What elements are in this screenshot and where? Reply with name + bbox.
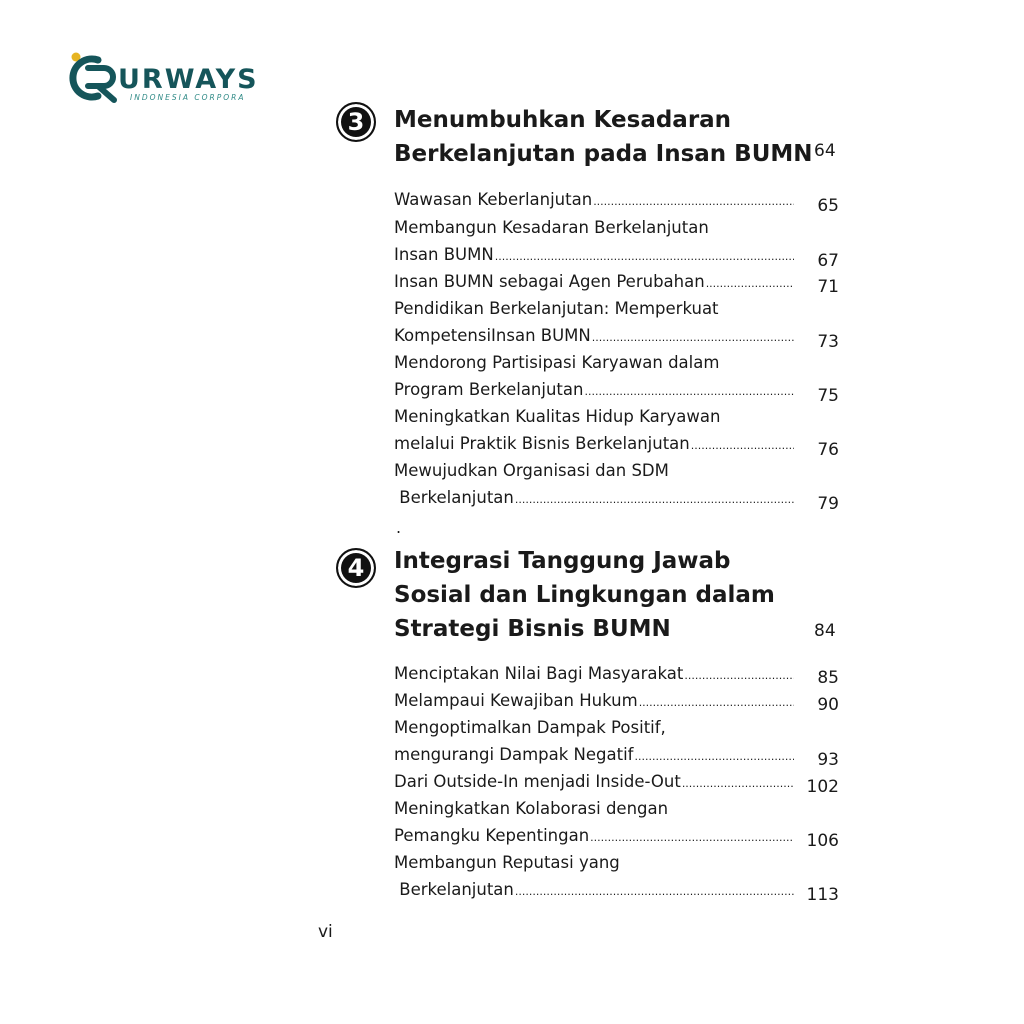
leader-dots [592,326,794,345]
toc-entry[interactable] [394,745,794,764]
leader-dots [515,880,794,899]
leader-dots [639,691,794,710]
toc-entry-title[interactable]: Mewujudkan Organisasi dan SDM [394,461,669,480]
toc-page-number: 75 [817,386,839,406]
logo-subtitle: INDONESIA CORPORA [130,93,246,102]
chapter-title-line: Berkelanjutan pada Insan BUMN [394,141,813,167]
page-folio: vi [318,922,333,942]
toc-page-number: 76 [817,440,839,460]
toc-page-number: 71 [817,277,839,297]
toc-entry[interactable] [394,488,794,507]
toc-entry-title: Program Berkelanjutan [394,380,584,399]
chapter-title-line: Menumbuhkan Kesadaran [394,107,732,133]
toc-entry-title[interactable]: Pendidikan Berkelanjutan: Memperkuat [394,299,719,318]
toc-entry[interactable] [394,826,794,845]
toc-entry-title: Insan BUMN sebagai Agen Perubahan [394,272,705,291]
toc-entry-title: mengurangi Dampak Negatif [394,745,634,764]
toc-entry-title: KompetensiInsan BUMN [394,326,591,345]
toc-entry-title[interactable]: Meningkatkan Kolaborasi dengan [394,799,669,818]
leader-dots [515,488,794,507]
toc-entry-title: Melampaui Kewajiban Hukum [394,691,638,710]
leader-dots [495,245,794,264]
toc-entry-title: Pemangku Kepentingan [394,826,590,845]
toc-entry[interactable] [394,880,794,899]
toc-page-number: 79 [817,494,839,514]
toc-entry[interactable] [394,272,794,291]
toc-entry-title: Berkelanjutan [394,880,514,899]
publisher-logo [68,50,278,106]
toc-entry-title: Menciptakan Nilai Bagi Masyarakat [394,664,684,683]
toc-entry-title[interactable]: Mengoptimalkan Dampak Positif, [394,718,666,737]
toc-entry[interactable] [394,245,794,264]
toc-entry[interactable] [394,190,794,209]
toc-entry-title: Wawasan Keberlanjutan [394,190,593,209]
toc-entry[interactable] [394,434,794,453]
toc-entry-title: melalui Praktik Bisnis Berkelanjutan [394,434,690,453]
leader-dots [584,380,794,399]
chapter-page-number: 84 [814,621,836,641]
toc-entry[interactable] [394,326,794,345]
toc-entry[interactable] [394,691,794,710]
chapter-page-number: 64 [814,141,836,161]
toc-page-number: 106 [806,831,839,851]
chapter-title[interactable] [394,544,775,646]
chapter-number-badge: 3 [336,102,376,142]
toc-page-number: 73 [817,332,839,352]
toc-page-number: 67 [817,251,839,271]
leader-dots [684,664,794,683]
leader-dots [634,745,794,764]
toc-entry-title: Insan BUMN [394,245,494,264]
logo-wordmark: URWAYS [118,64,259,95]
toc-entry[interactable] [394,772,794,791]
chapter-title[interactable] [394,103,813,171]
toc-page-number: 102 [806,777,839,797]
toc-page-number: 113 [806,885,839,905]
toc-page-number: 93 [817,750,839,770]
leader-dots [706,272,794,291]
toc-entry[interactable] [394,380,794,399]
chapter-title-line: Strategi Bisnis BUMN [394,616,671,642]
chapter-title-line: Integrasi Tanggung Jawab [394,548,731,574]
chapter-number-badge: 4 [336,548,376,588]
toc-entry-title[interactable]: Membangun Reputasi yang [394,853,620,872]
toc-entry-title: Berkelanjutan [394,488,514,507]
leader-dots [593,190,794,209]
toc-page-number: 65 [817,196,839,216]
toc-entry[interactable] [394,664,794,683]
toc-entry-title[interactable]: Meningkatkan Kualitas Hidup Karyawan [394,407,721,426]
leader-dots [590,826,794,845]
chapter-title-line: Sosial dan Lingkungan dalam [394,582,775,608]
toc-page-number: 90 [817,695,839,715]
toc-entry-title[interactable]: Membangun Kesadaran Berkelanjutan [394,218,709,237]
toc-entry-title[interactable]: Mendorong Partisipasi Karyawan dalam [394,353,720,372]
toc-page-number: 85 [817,668,839,688]
leader-dots [691,434,794,453]
toc-entry-title: Dari Outside-In menjadi Inside-Out [394,772,681,791]
leader-dots [682,772,794,791]
stray-dot: . [396,518,402,537]
